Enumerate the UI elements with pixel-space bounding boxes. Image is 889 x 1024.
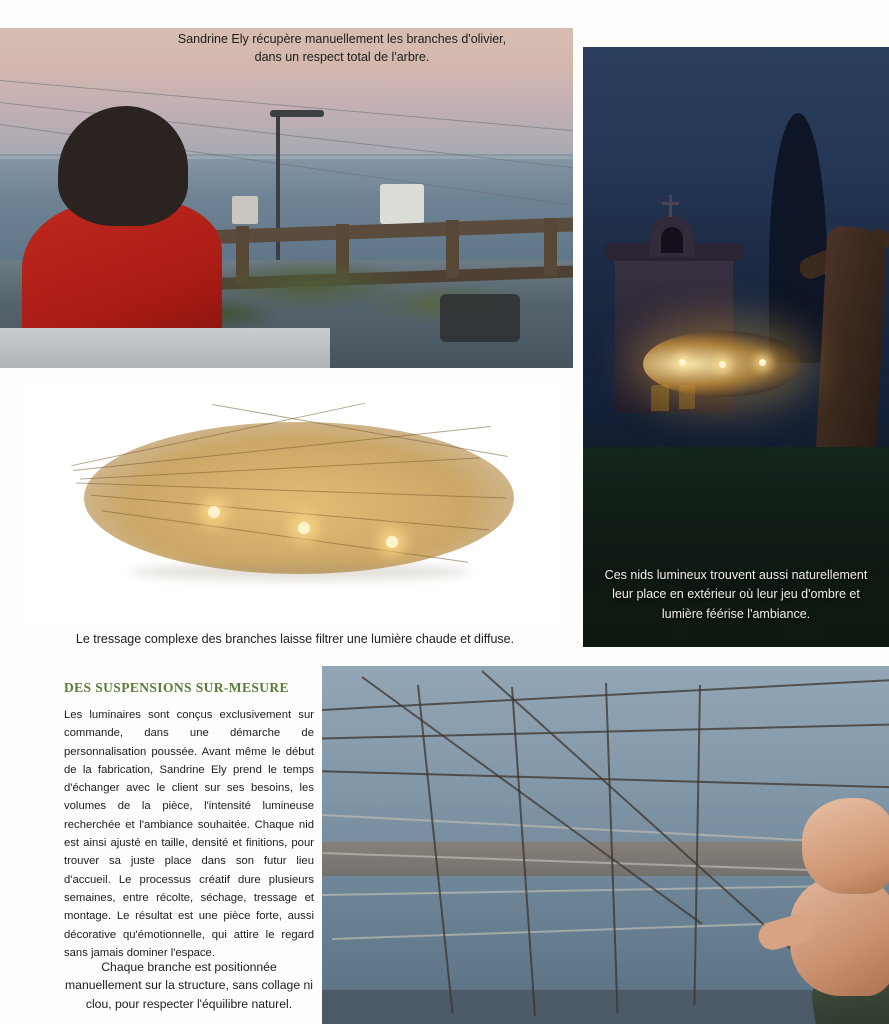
illuminated-nest-outdoor: [643, 331, 801, 397]
nest-light-a: [208, 506, 220, 518]
cross-icon-bar: [662, 202, 679, 205]
nest-light-b: [298, 522, 310, 534]
photo-nest-lamp: [20, 378, 560, 626]
terrace-chair: [440, 294, 520, 342]
photo-terrace-harvest: [0, 28, 573, 368]
caption-hands: Chaque branche est positionnée manuellement sur la structure, sans collage ni clou, pour respecter l'équilibre naturel.: [65, 960, 313, 1011]
caption-chapel: Ces nids lumineux trouvent aussi naturellement leur place en extérieur où leur jeu d'ombre et lumière féérise l'ambiance.: [604, 568, 868, 621]
article-body: Les luminaires sont conçus exclusivement sur commande, dans une démarche de personnalisation poussée. Avant même le début de la fabrication, Sandrine Ely prend le temps d'échanger avec le client sur ses besoins, les volumes de la pièce, l'intensité lumineuse recherchée et l'ambiance souhaitée. Chaque nid est ainsi ajusté en taille, densité et finitions, pour trouver sa juste place dans son futur lieu d'accueil. Le processus créatif dure plusieurs semaines, entre récolte, séchage, tressage et montage. Le résultat est une pièce forte, aussi décorative qu'émotionnelle, qui attire le regard sans jamais dominer l'espace.: [64, 709, 314, 959]
hand-left: [802, 798, 889, 894]
photo-chapel-night: [583, 47, 889, 647]
nest-light-1: [679, 359, 686, 366]
nest-light-2: [719, 361, 726, 368]
cross-icon: [669, 195, 672, 217]
hands-foreground-band: [322, 990, 889, 1024]
article-heading: DES SUSPENSIONS SUR-MESURE: [64, 680, 289, 695]
terrace-wall-block-2: [232, 196, 258, 224]
terrace-table: [0, 328, 330, 368]
photo-hands-weaving: [322, 666, 889, 1024]
nest-light-c: [386, 536, 398, 548]
article-block: [64, 680, 314, 962]
chapel-bell-opening: [661, 227, 683, 253]
caption-nest: Le tressage complexe des branches laisse filtrer une lumière chaude et diffuse.: [75, 632, 515, 646]
chapel-window-glow-1: [651, 385, 669, 411]
railing-post-4: [544, 218, 557, 276]
nest-shadow: [130, 564, 470, 580]
terrace-wall-block: [380, 184, 424, 224]
nest-light-3: [759, 359, 766, 366]
caption-terrace: Sandrine Ely récupère manuellement les branches d'olivier, dans un respect total de l'arbre.: [177, 32, 507, 65]
